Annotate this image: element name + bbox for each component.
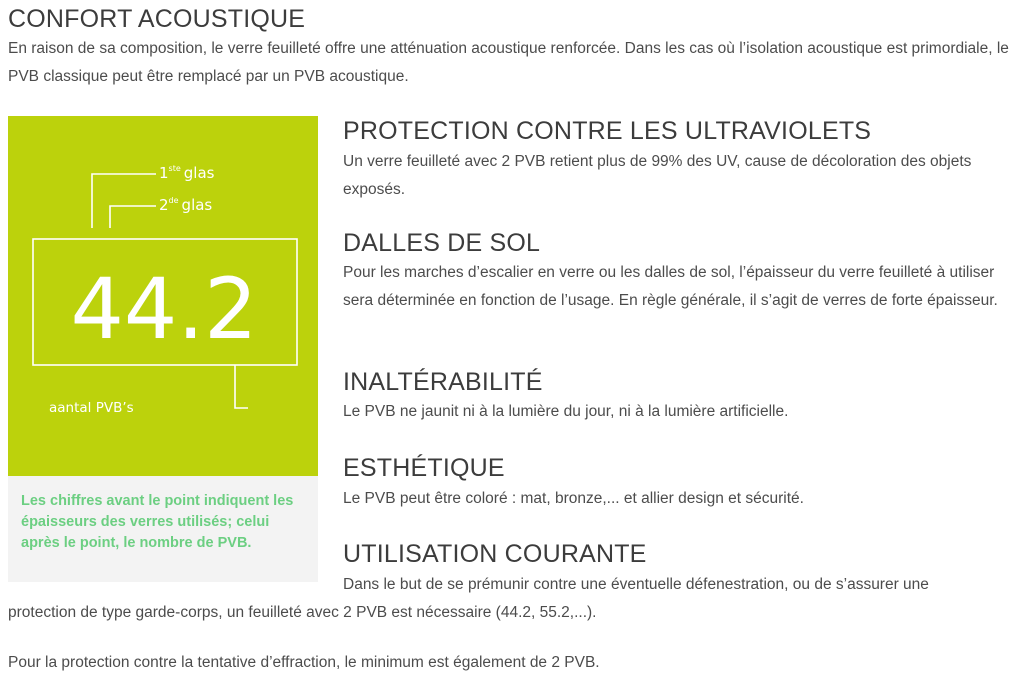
section-text-inalterabilite: Le PVB ne jaunit ni à la lumière du jour, ni à la lumière artificielle. [343, 403, 789, 420]
second-glass-connector [110, 206, 156, 228]
section-title-esthetique: ESTHÉTIQUE [343, 454, 505, 482]
section-title-inalterabilite: INALTÉRABILITÉ [343, 368, 543, 396]
pvb-connector [235, 365, 248, 408]
section-title-protection-uv: PROTECTION CONTRE LES ULTRAVIOLETS [343, 117, 872, 145]
section-text-dalles-de-sol: Pour les marches d’escalier en verre ou les dalles de sol, l’épaisseur du verre feuilleté à utiliser sera déterminée en fonction de l’usage. En règle générale, il s’agit de verres de forte épaisseur. [343, 264, 998, 309]
section-title-dalles-de-sol: DALLES DE SOL [343, 229, 541, 257]
section-text-effraction: Pour la protection contre la tentative d’effraction, le minimum est également de 2 PVB. [8, 654, 600, 671]
laminated-glass-diagram [8, 116, 318, 476]
figure-caption-box [8, 476, 318, 582]
section-text-confort-acoustique: En raison de sa composition, le verre feuilleté offre une atténuation acoustique renforcée. Dans les cas où l’isolation acoustique est primordiale, le PVB classique peut être remplacé par un PVB acoustique. [8, 40, 1009, 85]
section-text-utilisation-line2: protection de type garde-corps, un feuilleté avec 2 PVB est nécessaire (44.2, 55.2,...). [8, 604, 597, 621]
section-title-utilisation-courante: UTILISATION COURANTE [343, 540, 647, 568]
glass-composition-number: 44.2 [70, 260, 258, 358]
first-glass-connector [92, 174, 156, 228]
section-text-protection-uv: Un verre feuilleté avec 2 PVB retient plus de 99% des UV, cause de décoloration des objets exposés. [343, 153, 972, 198]
section-text-utilisation-line1: Dans le but de se prémunir contre une éventuelle défenestration, ou de s’assurer une [343, 576, 929, 593]
first-glass-label: 1ste glas [159, 164, 215, 182]
second-glass-label: 2de glas [159, 196, 213, 214]
section-text-esthetique: Le PVB peut être coloré : mat, bronze,... et allier design et sécurité. [343, 490, 804, 507]
laminated-glass-diagram-svg [8, 116, 318, 476]
pvb-count-label: aantal PVB’s [49, 400, 134, 416]
figure-caption: Les chiffres avant le point indiquent les épaisseurs des verres utilisés; celui après le point, le nombre de PVB. [21, 493, 294, 551]
section-title-confort-acoustique: CONFORT ACOUSTIQUE [8, 5, 306, 33]
